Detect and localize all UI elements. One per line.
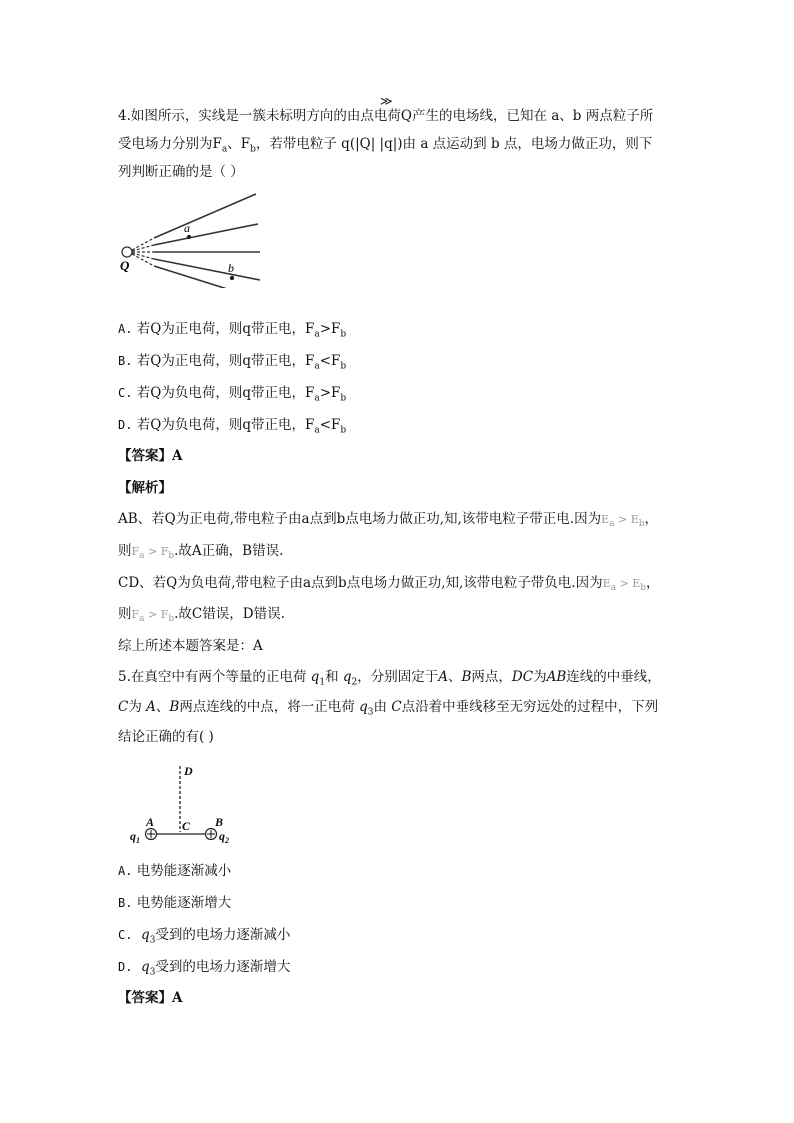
q4-analysis-p2-l2: 则$F_a > F_b$.故C错误，D错误. <box>118 606 285 625</box>
field-line-1 <box>154 194 256 238</box>
q4-answer: 【答案】A <box>118 448 183 464</box>
q4-option-c: C. 若Q为负电荷，则q带正电，$F_a>F_b$ <box>118 385 347 404</box>
q5-stem-line2: C为 A、B两点连线的中点，将一正电荷 $q_3$由 C点沿着中垂线移至无穷远处的过程中，下列 <box>118 699 659 718</box>
q5-stem-line1: 5.在真空中有两个等量的正电荷 $q_1$和 $q_2$，分别固定于A、B两点，DC为AB连线的中垂线， <box>118 669 661 688</box>
label-D: D <box>184 764 193 778</box>
q4-option-d: D. 若Q为负电荷，则q带正电，$F_a<F_b$ <box>118 417 347 436</box>
q5-option-b: B. 电势能逐渐增大 <box>118 895 232 911</box>
q4-analysis-summary: 综上所述本题答案是：A <box>118 638 263 654</box>
q4-option-b: B. 若Q为正电荷，则q带正电，$F_a<F_b$ <box>118 353 347 372</box>
q4-analysis-p1-l1: AB、若Q为正电荷,带电粒子由a点到b点电场力做正功,知,该带电粒子带正电.因为$E_a > E_b$， <box>118 511 659 530</box>
charge-q-circle <box>122 247 132 257</box>
label-C: C <box>182 819 191 833</box>
label-B: B <box>215 815 224 829</box>
q5-option-c: C. $q_3$受到的电场力逐渐减小 <box>118 927 291 946</box>
label-a: a <box>184 221 190 235</box>
q5-stem-line3: 结论正确的有( ) <box>118 729 214 745</box>
q4-stem-line3: 列判断正确的是（ ） <box>118 164 244 180</box>
q4-stem-line1: 4.如图所示，实线是一簇未标明方向的由点电荷Q产生的电场线，已知在 a、b 两点粒子所 <box>118 108 654 124</box>
label-q1: $q_1$ <box>130 829 140 845</box>
q4-field-line-figure <box>114 188 274 288</box>
q5-charges-figure <box>124 758 254 848</box>
field-line-4 <box>154 259 260 280</box>
label-b: b <box>228 261 234 275</box>
q4-analysis-p1-l2: 则$F_a > F_b$.故A正确，B错误. <box>118 543 284 562</box>
q4-option-a: A. 若Q为正电荷，则q带正电，$F_a>F_b$ <box>118 321 347 340</box>
label-Q: Q <box>120 258 130 273</box>
q5-option-d: D. $q_3$受到的电场力逐渐增大 <box>118 959 291 978</box>
point-a <box>187 235 191 239</box>
label-q2: $q_2$ <box>219 829 229 845</box>
label-A: A <box>146 815 155 829</box>
q5-option-a: A. 电势能逐渐减小 <box>118 863 232 879</box>
q4-analysis-p2-l1: CD、若Q为负电荷,带电粒子由a点到b点电场力做正功,知,该带电粒子带负电.因为$E_a > E_b$， <box>118 575 660 594</box>
q4-analysis-label: 【解析】 <box>118 480 172 496</box>
field-line-2 <box>154 224 258 245</box>
q4-mark: ≫ <box>380 94 393 108</box>
q4-stem-line2: 受电场力分别为$F_a$、$F_b$，若带电粒子 q(|Q| |q|)由 a 点运动到 b 点，电场力做正功，则下 <box>118 136 653 155</box>
point-b <box>230 276 234 280</box>
q5-answer: 【答案】A <box>118 990 183 1006</box>
